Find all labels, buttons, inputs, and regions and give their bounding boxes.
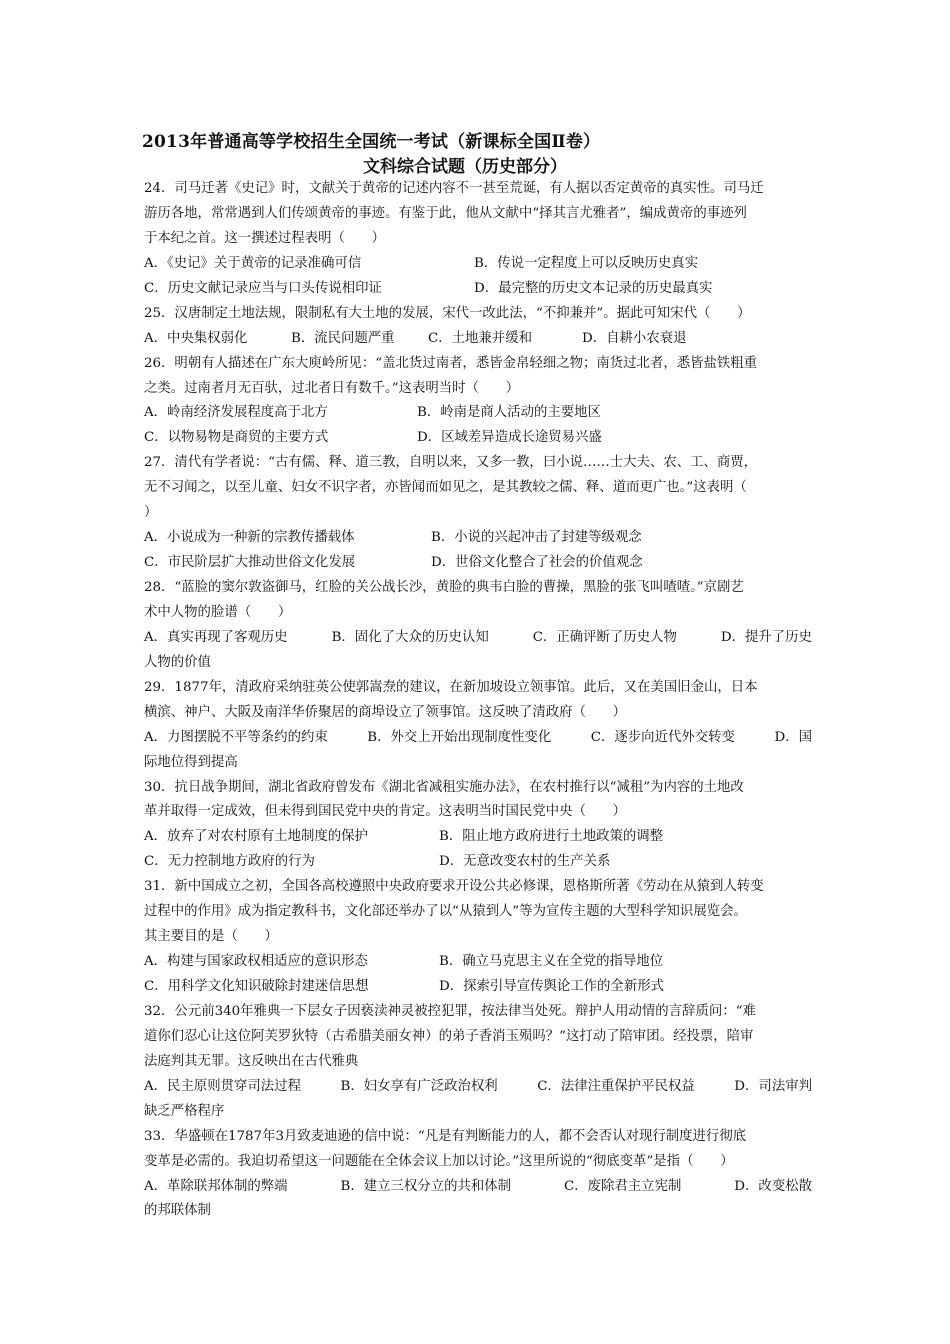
question-text-line: 29．1877年，清政府采纳驻英公使郭嵩焘的建议，在新加坡设立领事馆。此后，又在美国旧金山，日本: [144, 679, 758, 695]
option-c: C．废除君主立宪制: [563, 1178, 682, 1194]
option-c: C．逐步向近代外交转变: [590, 729, 735, 745]
question-text-line: 27．清代有学者说：“古有儒、释、道三教，自明以来，又多一教，曰小说……士大夫、农、工、商贾，: [144, 455, 758, 471]
option-d: D．国: [774, 729, 812, 745]
exam-subtitle: 文科综合试题（历史部分）: [363, 157, 567, 177]
question-text-line: 25．汉唐制定土地法规，限制私有大土地的发展，宋代一改此法，“不抑兼并”。据此可知宋代（ ）: [144, 305, 751, 321]
question-text-line: 32．公元前340年雅典一下层女子因亵渎神灵被控犯罪，按法律当处死。辩护人用动情的言辞质问：“难: [144, 1003, 756, 1019]
exam-title: 2013年普通高等学校招生全国统一考试（新课标全国Ⅱ卷）: [142, 132, 601, 152]
question-list: [144, 177, 812, 1224]
option-row: [144, 426, 812, 451]
option-row: [144, 726, 812, 751]
question-text-line: 变革是必需的。我迫切希望这一问题能在全体会议上加以讨论。”这里所说的“彻底变革”是指（ ）: [144, 1153, 734, 1169]
question-text-line: 之类。过南者月无百驮，过北者日有数千。”这表明当时（ ）: [144, 380, 520, 396]
option-row: [144, 252, 812, 277]
option-d: D．改变松散: [734, 1178, 812, 1194]
option-d: D．自耕小农衰退: [582, 330, 687, 346]
option-row: [144, 950, 812, 975]
option-row: [144, 526, 812, 551]
question-24: [144, 177, 812, 302]
question-text-line: 无不习闻之，以至儿童、妇女不识字者，亦皆闻而如见之，是其教较之儒、释、道而更广也。”这表明（: [144, 480, 747, 496]
question-text-line: 33．华盛顿在1787年3月致麦迪逊的信中说：“凡是有判断能力的人，都不会否认对现行制度进行彻底: [144, 1128, 747, 1144]
option-b: B．岭南是商人活动的主要地区: [417, 405, 601, 421]
question-text-line: 其主要目的是（ ）: [144, 929, 278, 945]
option-a: A．《史记》关于黄帝的记录准确可信: [144, 255, 362, 271]
option-row: [144, 1075, 812, 1100]
option-d: D．区域差异造成长途贸易兴盛: [417, 430, 602, 446]
question-text-line: ）: [144, 505, 158, 521]
option-c: C．以物易物是商贸的主要方式: [144, 430, 329, 446]
question-text-line: 31．新中国成立之初，全国各高校遵照中央政府要求开设公共必修课，恩格斯所著《劳动在从猿到人转变: [144, 879, 764, 895]
option-b: B．流民问题严重: [291, 330, 395, 346]
option-continuation: 人物的价值: [144, 654, 211, 670]
option-b: B．阻止地方政府进行土地政策的调整: [439, 829, 664, 845]
option-continuation: 缺乏严格程序: [144, 1103, 225, 1119]
question-text-line: 过程中的作用》成为指定教科书，文化部还举办了以“从猿到人”等为宣传主题的大型科学知识展览会。: [144, 904, 747, 920]
option-d: D．最完整的历史文本记录的历史最真实: [474, 280, 713, 296]
option-b: B．确立马克思主义在全党的指导地位: [439, 954, 664, 970]
question-text-line: 26．明朝有人描述在广东大庾岭所见：“盖北货过南者，悉皆金帛轻细之物；南货过北者，悉皆盐铁粗重: [144, 355, 758, 371]
question-text-line: 革并取得一定成效，但未得到国民党中央的肯定。这表明当时国民党中央（ ）: [144, 804, 627, 820]
option-row: [144, 850, 812, 875]
option-d: D．司法审判: [734, 1078, 812, 1094]
option-b: B．固化了大众的历史认知: [331, 629, 489, 645]
option-continuation: 的邦联体制: [144, 1203, 211, 1219]
question-25: [144, 302, 812, 352]
option-c: C．土地兼并缓和: [428, 330, 532, 346]
question-text-line: 道你们忍心让这位阿芙罗狄特（古希腊美丽女神）的弟子香消玉殒吗？”这打动了陪审团。经投票，陪审: [144, 1028, 754, 1044]
question-32: [144, 1000, 812, 1125]
option-c: C．用科学文化知识破除封建迷信思想: [144, 979, 369, 994]
question-27: [144, 451, 812, 576]
option-row: [144, 1175, 812, 1200]
option-b: B．外交上开始出现制度性变化: [367, 729, 552, 745]
option-c: C．法律注重保护平民权益: [537, 1078, 695, 1094]
option-row: [144, 975, 812, 1000]
question-26: [144, 352, 812, 452]
option-b: B．传说一定程度上可以反映历史真实: [474, 255, 699, 271]
option-c: C．历史文献记录应当与口头传说相印证: [144, 280, 382, 296]
option-c: C．市民阶层扩大推动世俗文化发展: [144, 555, 356, 571]
option-a: A．真实再现了客观历史: [144, 629, 288, 645]
option-a: A．小说成为一种新的宗教传播载体: [144, 530, 355, 546]
question-text-line: 横滨、神户、大阪及南洋华侨聚居的商埠设立了领事馆。这反映了清政府（ ）: [144, 704, 627, 720]
option-row: [144, 825, 812, 850]
option-continuation: 际地位得到提高: [144, 754, 238, 770]
question-text-line: 28．“蓝脸的窦尔敦盗御马，红脸的关公战长沙，黄脸的典韦白脸的曹操，黑脸的张飞叫喳喳。”京剧艺: [144, 580, 744, 595]
option-d: D．无意改变农村的生产关系: [439, 854, 611, 870]
question-text-line: 游历各地，常常遇到人们传颂黄帝的事迹。有鉴于此，他从文献中“择其言尤雅者”，编成黄帝的事迹列: [144, 205, 747, 221]
option-a: A．岭南经济发展程度高于北方: [144, 405, 328, 421]
question-29: [144, 676, 812, 776]
question-33: [144, 1125, 812, 1225]
option-row: [144, 551, 812, 576]
question-text-line: 24．司马迁著《史记》时，文献关于黄帝的记述内容不一甚至荒诞，有人据以否定黄帝的真实性。司马迁: [144, 181, 764, 196]
question-30: [144, 776, 812, 876]
option-b: B．建立三权分立的共和体制: [340, 1178, 512, 1194]
question-text-line: 30．抗日战争期间，湖北省政府曾发布《湖北省减租实施办法》，在农村推行以“减租”为内容的土地改: [144, 779, 744, 795]
option-c: C．正确评断了历史人物: [532, 629, 677, 645]
option-d: D．提升了历史: [720, 629, 812, 645]
option-a: A．放弃了对农村原有土地制度的保护: [144, 829, 368, 845]
option-a: A．中央集权弱化: [144, 330, 248, 346]
option-row: [144, 327, 812, 352]
option-a: A．构建与国家政权相适应的意识形态: [144, 954, 368, 970]
option-d: D．探索引导宣传舆论工作的全新形式: [439, 979, 664, 994]
option-c: C．无力控制地方政府的行为: [144, 854, 315, 870]
option-b: B．小说的兴起冲击了封建等级观念: [431, 530, 642, 546]
question-28: [144, 576, 812, 676]
option-row: [144, 277, 812, 302]
question-text-line: 于本纪之首。这一撰述过程表明（ ）: [144, 230, 386, 246]
option-b: B．妇女享有广泛政治权利: [340, 1078, 498, 1094]
option-row: [144, 626, 812, 651]
option-a: A．民主原则贯穿司法过程: [144, 1078, 301, 1094]
question-31: [144, 875, 812, 1000]
option-a: A．力图摆脱不平等条约的约束: [144, 729, 328, 745]
question-text-line: 法庭判其无罪。这反映出在古代雅典: [144, 1053, 359, 1069]
option-a: A．革除联邦体制的弊端: [144, 1178, 288, 1194]
option-row: [144, 401, 812, 426]
question-text-line: 术中人物的脸谱（ ）: [144, 604, 292, 620]
option-d: D．世俗文化整合了社会的价值观念: [431, 555, 643, 571]
